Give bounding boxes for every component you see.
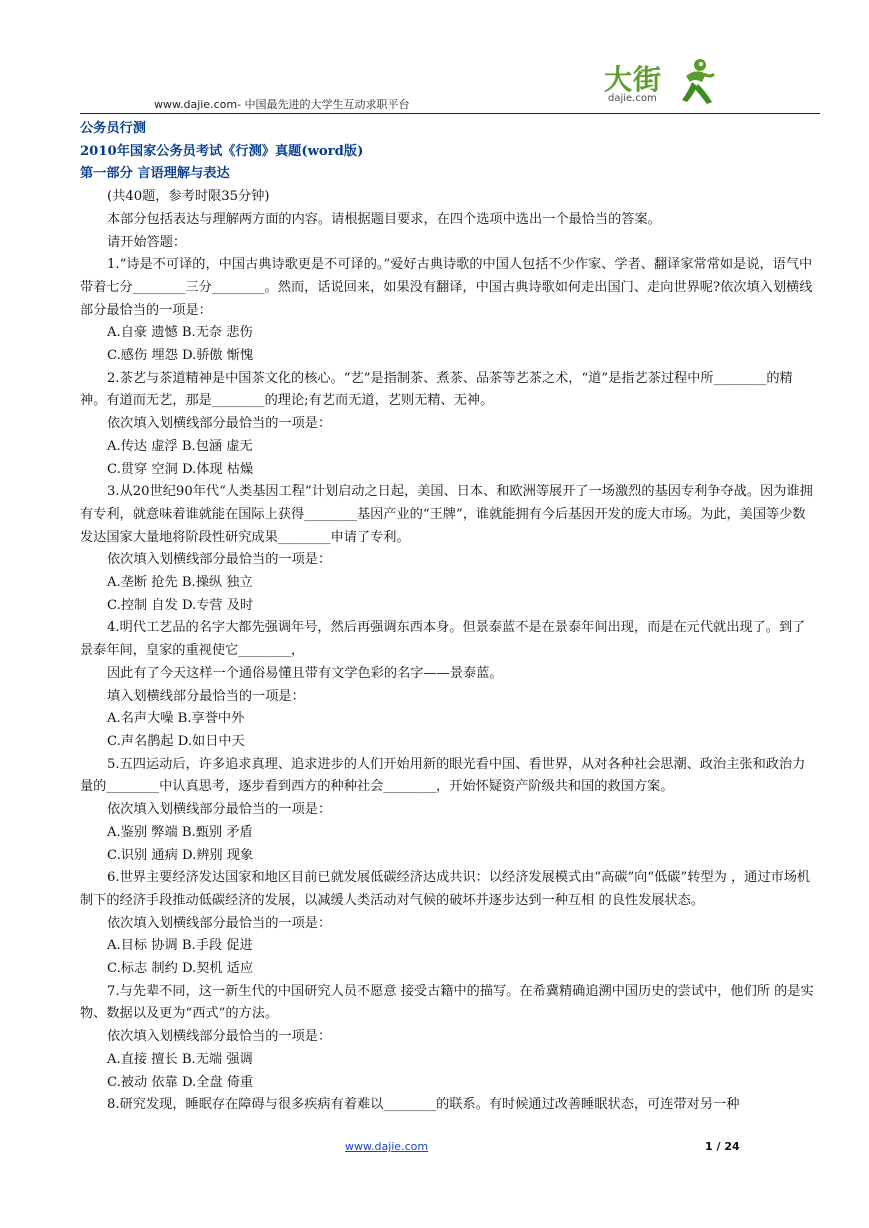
question-5-prompt: 依次填入划横线部分最恰当的一项是： (107, 802, 332, 818)
start-prompt: 请开始答题： (107, 234, 187, 250)
question-5-text: 5.五四运动后，许多追求真理、追求进步的人们开始用新的眼光看中国、看世界，从对各种社会思潮、政治主张和政治力量的________中认真思考，逐步看到西方的种种社会________，开始怀疑资产阶级共和国的救国方案。 (80, 756, 806, 795)
question-2-text: 2.茶艺与茶道精神是中国茶文化的核心。“艺”是指制茶、煮茶、品茶等艺茶之术，“道”是指艺茶过程中所________的精神。有道而无艺，那是________的理论;有艺而无道，艺则无精、无神。 (80, 370, 793, 409)
question-3-option-row-1: A.垄断 抢先 B.操纵 独立 (107, 575, 253, 591)
question-5-option-row-2: C.识别 通病 D.辨别 现象 (107, 847, 254, 863)
part-heading: 第一部分 言语理解与表达 (80, 166, 230, 182)
question-4-text: 4.明代工艺品的名字大都先强调年号，然后再强调东西本身。但景泰蓝不是在景泰年间出现，而是在元代就出现了。到了景泰年间，皇家的重视使它________， (80, 620, 806, 659)
question-6-prompt: 依次填入划横线部分最恰当的一项是： (107, 915, 332, 931)
page-number: 1 / 24 (705, 1140, 740, 1153)
question-6-option-row-1: A.目标 协调 B.手段 促进 (107, 938, 253, 954)
question-1-option-row-2: C.感伤 埋怨 D.骄傲 惭愧 (107, 348, 254, 364)
logo-text: 大街 (604, 63, 663, 96)
question-4-text-continued: 因此有了今天这样一个通俗易懂且带有文学色彩的名字——景泰蓝。 (107, 665, 503, 681)
page-footer (0, 1140, 869, 1160)
question-6-text: 6.世界主要经济发达国家和地区目前已就发展低碳经济达成共识：以经济发展模式由“高碳”向“低碳”转型为 ，通过市场机制下的经济手段推动低碳经济的发展，以减缓人类活动对气候的破坏并逐步达到一种互相 的良性发展状态。 (80, 870, 811, 908)
dajie-logo (604, 52, 814, 110)
running-figure-icon (676, 56, 716, 106)
page-header (80, 52, 820, 112)
document-title: 2010年国家公务员考试《行测》真题(word版) (80, 143, 364, 159)
logo-domain: dajie.com (608, 93, 657, 104)
category-heading: 公务员行测 (80, 121, 146, 136)
question-4-option-row-2: C.声名鹊起 D.如日中天 (107, 733, 245, 749)
question-2-option-row-2: C.贯穿 空洞 D.体现 枯燥 (107, 461, 254, 477)
question-2-option-row-1: A.传达 虚浮 B.包涵 虚无 (107, 438, 253, 454)
question-1-option-row-1: A.自豪 遗憾 B.无奈 悲伤 (107, 325, 253, 341)
question-7-text: 7.与先辈不同，这一新生代的中国研究人员不愿意 接受古籍中的描写。在希冀精确追溯中国历史的尝试中，他们所 的是实物、数据以及更为“西式”的方法。 (80, 983, 814, 1022)
question-7-option-row-2: C.被动 依靠 D.全盘 倚重 (107, 1074, 254, 1090)
question-7-option-row-1: A.直接 擅长 B.无端 强调 (107, 1051, 253, 1067)
instruction-text: 本部分包括表达与理解两方面的内容。请根据题目要求，在四个选项中选出一个最恰当的答案。 (107, 211, 661, 227)
question-1-text: 1.“诗是不可译的，中国古典诗歌更是不可译的。”爱好古典诗歌的中国人包括不少作家、学者、翻译家常常如是说，语气中带着七分________三分________。然而，话说回来，如果没有翻译，中国古典诗歌如何走出国门、走向世界呢?依次填入划横线部分最恰当的一项是： (80, 257, 813, 318)
question-5-option-row-1: A.鉴别 弊端 B.甄别 矛盾 (107, 824, 253, 840)
document-body (80, 118, 818, 1117)
question-3-prompt: 依次填入划横线部分最恰当的一项是： (107, 552, 332, 568)
question-8-text: 8.研究发现，睡眠存在障碍与很多疾病有着难以________的联系。有时候通过改善睡眠状态，可连带对另一种 (107, 1097, 740, 1113)
question-6-option-row-2: C.标志 制约 D.契机 适应 (107, 961, 254, 977)
question-4-option-row-1: A.名声大噪 B.享誉中外 (107, 711, 245, 727)
question-count: (共40题，参考时限35分钟) (107, 189, 270, 205)
header-divider (80, 113, 820, 114)
question-4-prompt: 填入划横线部分最恰当的一项是： (107, 688, 305, 704)
question-7-prompt: 依次填入划横线部分最恰当的一项是： (107, 1029, 332, 1045)
question-2-prompt: 依次填入划横线部分最恰当的一项是： (107, 416, 332, 432)
header-slogan: www.dajie.com- 中国最先进的大学生互动求职平台 (154, 98, 410, 111)
question-3-text: 3.从20世纪90年代“人类基因工程”计划启动之日起，美国、日本、和欧洲等展开了一场激烈的基因专利争夺战。因为谁拥有专利，就意味着谁就能在国际上获得________基因产业的“王牌”，谁就能拥有今后基因开发的庞大市场。为此，美国等少数发达国家大量地将阶段性研究成果________申请了专利。 (80, 484, 813, 545)
question-3-option-row-2: C.控制 自发 D.专营 及时 (107, 597, 254, 613)
footer-site-link[interactable]: www.dajie.com (345, 1140, 429, 1153)
